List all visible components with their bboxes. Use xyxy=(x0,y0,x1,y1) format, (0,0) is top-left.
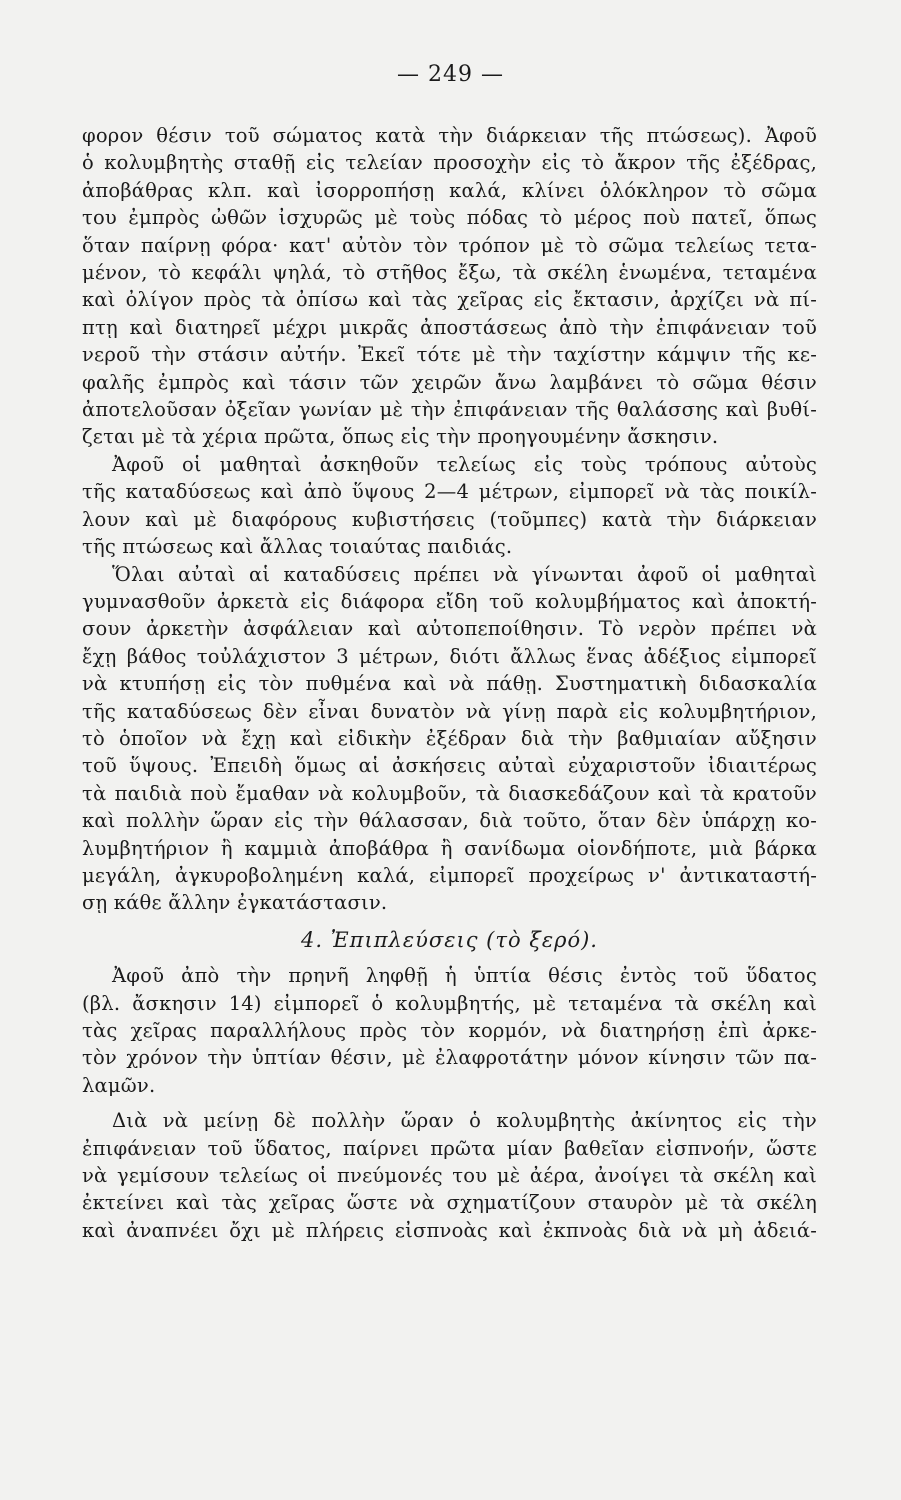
paragraph-1 xyxy=(82,122,817,451)
text-line: (βλ. ἄσκησιν 14) εἰμπορεῖ ὁ κολυμβητής, μὲ τεταμένα τὰ σκέλη καὶ xyxy=(82,991,817,1015)
text-line: σῃ κάθε ἄλλην ἐγκατάστασιν. xyxy=(82,891,388,915)
text-line: τὸν χρόνον τὴν ὑπτίαν θέσιν, μὲ ἐλαφροτάτην μόνον κίνησιν τῶν πα- xyxy=(82,1046,817,1070)
text-line: τῆς πτώσεως καὶ ἄλλας τοιαύτας παιδιάς. xyxy=(82,535,513,559)
text-line: καὶ ἀναπνέει ὄχι μὲ πλήρεις εἰσπνοὰς καὶ ἐκπνοὰς διὰ νὰ μὴ ἀδειά- xyxy=(82,1218,817,1242)
text-line: τὰ παιδιὰ ποὺ ἔμαθαν νὰ κολυμβοῦν, τὰ διασκεδάζουν καὶ τὰ κρατοῦν xyxy=(82,781,817,805)
text-line: φορον θέσιν τοῦ σώματος κατὰ τὴν διάρκειαν τῆς πτώσεως). Ἀφοῦ xyxy=(82,124,817,147)
page-number: — 249 — xyxy=(397,62,504,87)
text-line: ἔχῃ βάθος τοὐλάχιστον 3 μέτρων, διότι ἄλλως ἕνας ἀδέξιος εἰμπορεῖ xyxy=(82,644,817,668)
paragraph-2 xyxy=(82,451,817,561)
paragraph-4 xyxy=(82,962,817,1099)
text-line: Διὰ νὰ μείνῃ δὲ πολλὴν ὥραν ὁ κολυμβητὴς ἀκίνητος εἰς τὴν xyxy=(112,1109,817,1133)
text-line: τὸ ὁποῖον νὰ ἔχῃ καὶ εἰδικὴν ἐξέδραν διὰ τὴν βαθμιαίαν αὔξησιν xyxy=(82,726,817,750)
text-line: Ἀφοῦ ἀπὸ τὴν πρηνῆ ληφθῇ ἡ ὑπτία θέσις ἐντὸς τοῦ ὕδατος xyxy=(112,964,817,988)
text-line: τῆς καταδύσεως καὶ ἀπὸ ὕψους 2—4 μέτρων, εἰμπορεῖ νὰ τὰς ποικίλ- xyxy=(82,480,817,504)
paragraph-5 xyxy=(82,1107,817,1244)
text-line: καὶ πολλὴν ὥραν εἰς τὴν θάλασσαν, διὰ τοῦτο, ὅταν δὲν ὑπάρχῃ κο- xyxy=(82,809,817,833)
page-body xyxy=(82,122,817,1244)
text-line: μεγάλη, ἀγκυροβολημένη καλά, εἰμπορεῖ προχείρως ν' ἀντικαταστή- xyxy=(82,863,817,887)
text-line: ὁ κολυμβητὴς σταθῇ εἰς τελείαν προσοχὴν εἰς τὸ ἄκρον τῆς ἐξέδρας, xyxy=(82,151,817,175)
text-line: Ἀφοῦ οἱ μαθηταὶ ἀσκηθοῦν τελείως εἰς τοὺς τρόπους αὐτοὺς xyxy=(112,452,817,476)
text-line: πτῃ καὶ διατηρεῖ μέχρι μικρᾶς ἀποστάσεως ἀπὸ τὴν ἐπιφάνειαν τοῦ xyxy=(82,315,817,339)
paragraph-3 xyxy=(82,561,817,917)
text-line: φαλῆς ἐμπρὸς καὶ τάσιν τῶν χειρῶν ἄνω λαμβάνει τὸ σῶμα θέσιν xyxy=(82,370,817,394)
text-line: νεροῦ τὴν στάσιν αὐτήν. Ἐκεῖ τότε μὲ τὴν ταχίστην κάμψιν τῆς κε- xyxy=(82,343,817,367)
text-line: λαμῶν. xyxy=(82,1073,156,1097)
text-line: ἀποβάθρας κλπ. καὶ ἰσορροπήσῃ καλά, κλίνει ὁλόκληρον τὸ σῶμα xyxy=(82,178,817,202)
text-line: ὅταν παίρνῃ φόρα· κατ' αὐτὸν τὸν τρόπον μὲ τὸ σῶμα τελείως τετα- xyxy=(82,233,817,257)
text-line: σουν ἀρκετὴν ἀσφάλειαν καὶ αὐτοπεποίθησιν. Τὸ νερὸν πρέπει νὰ xyxy=(82,617,817,641)
text-line: ζεται μὲ τὰ χέρια πρῶτα, ὅπως εἰς τὴν προηγουμένην ἄσκησιν. xyxy=(82,425,719,449)
text-line: ἐπιφάνειαν τοῦ ὕδατος, παίρνει πρῶτα μίαν βαθεῖαν εἰσπνοήν, ὥστε xyxy=(82,1136,817,1160)
text-line: τοῦ ὕψους. Ἐπειδὴ ὅμως αἱ ἀσκήσεις αὐταὶ εὐχαριστοῦν ἰδιαιτέρως xyxy=(82,754,817,778)
text-line: νὰ γεμίσουν τελείως οἱ πνεύμονές του μὲ ἀέρα, ἀνοίγει τὰ σκέλη καὶ xyxy=(82,1164,817,1188)
text-line: ἐκτείνει καὶ τὰς χεῖρας ὥστε νὰ σχηματίζουν σταυρὸν μὲ τὰ σκέλη xyxy=(82,1191,817,1215)
text-line: γυμνασθοῦν ἀρκετὰ εἰς διάφορα εἴδη τοῦ κολυμβήματος καὶ ἀποκτή- xyxy=(82,589,817,613)
text-line: ἀποτελοῦσαν ὀξεῖαν γωνίαν μὲ τὴν ἐπιφάνειαν τῆς θαλάσσης καὶ βυθί- xyxy=(82,398,817,422)
text-line: Ὅλαι αὐταὶ αἱ καταδύσεις πρέπει νὰ γίνωνται ἀφοῦ οἱ μαθηταὶ xyxy=(112,562,817,586)
text-line: μένον, τὸ κεφάλι ψηλά, τὸ στῆθος ἔξω, τὰ σκέλη ἑνωμένα, τεταμένα xyxy=(82,261,817,285)
section-heading: 4. Ἐπιπλεύσεις (τὸ ξερό). xyxy=(301,927,598,952)
text-line: νὰ κτυπήσῃ εἰς τὸν πυθμένα καὶ νὰ πάθῃ. Συστηματικὴ διδασκαλία xyxy=(82,672,817,696)
text-line: τὰς χεῖρας παραλλήλους πρὸς τὸν κορμόν, νὰ διατηρήσῃ ἐπὶ ἀρκε- xyxy=(82,1019,817,1042)
text-line: λουν καὶ μὲ διαφόρους κυβιστήσεις (τοῦμπες) κατὰ τὴν διάρκειαν xyxy=(82,507,817,531)
text-line: τῆς καταδύσεως δὲν εἶναι δυνατὸν νὰ γίνῃ παρὰ εἰς κολυμβητήριον, xyxy=(82,699,817,723)
text-line: λυμβητήριον ἢ καμμιὰ ἀποβάθρα ἢ σανίδωμα οἱονδήποτε, μιὰ βάρκα xyxy=(82,836,817,860)
text-line: καὶ ὀλίγον πρὸς τὰ ὀπίσω καὶ τὰς χεῖρας εἰς ἔκτασιν, ἀρχίζει νὰ πί- xyxy=(82,288,817,312)
text-line: του ἐμπρὸς ὠθῶν ἰσχυρῶς μὲ τοὺς πόδας τὸ μέρος ποὺ πατεῖ, ὅπως xyxy=(82,206,817,230)
